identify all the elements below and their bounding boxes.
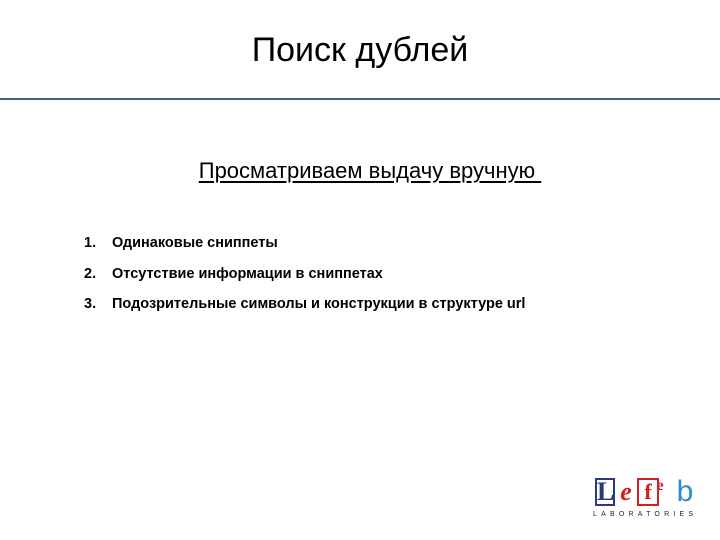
logo-letter-b: b [676,475,694,508]
list-item-number: 3. [84,296,97,312]
list-item-text: Отсутствие информации в сниппетах [112,265,383,282]
logo-caption: LABORATORIES [593,511,698,518]
list-item [84,265,525,283]
logo-letter-l: L [597,477,615,506]
bullet-list [84,234,525,326]
slide-subtitle: Просматриваем выдачу вручную [198,158,542,183]
title-divider [0,98,720,100]
list-item-number: 2. [84,265,97,282]
logo-letter-f: f [637,478,659,506]
logo-letter-e: e [620,477,632,506]
list-item-number: 1. [84,235,97,251]
logo-letter-e-small: e [656,477,664,494]
list-item-text: Одинаковые сниппеты [112,235,278,251]
list-item [84,295,525,313]
lefeb-logo [591,475,703,524]
list-item-text: Подозрительные символы и конструкции в структуре url [112,296,526,312]
list-item [84,234,525,252]
slide-title: Поиск дублей [251,31,469,69]
